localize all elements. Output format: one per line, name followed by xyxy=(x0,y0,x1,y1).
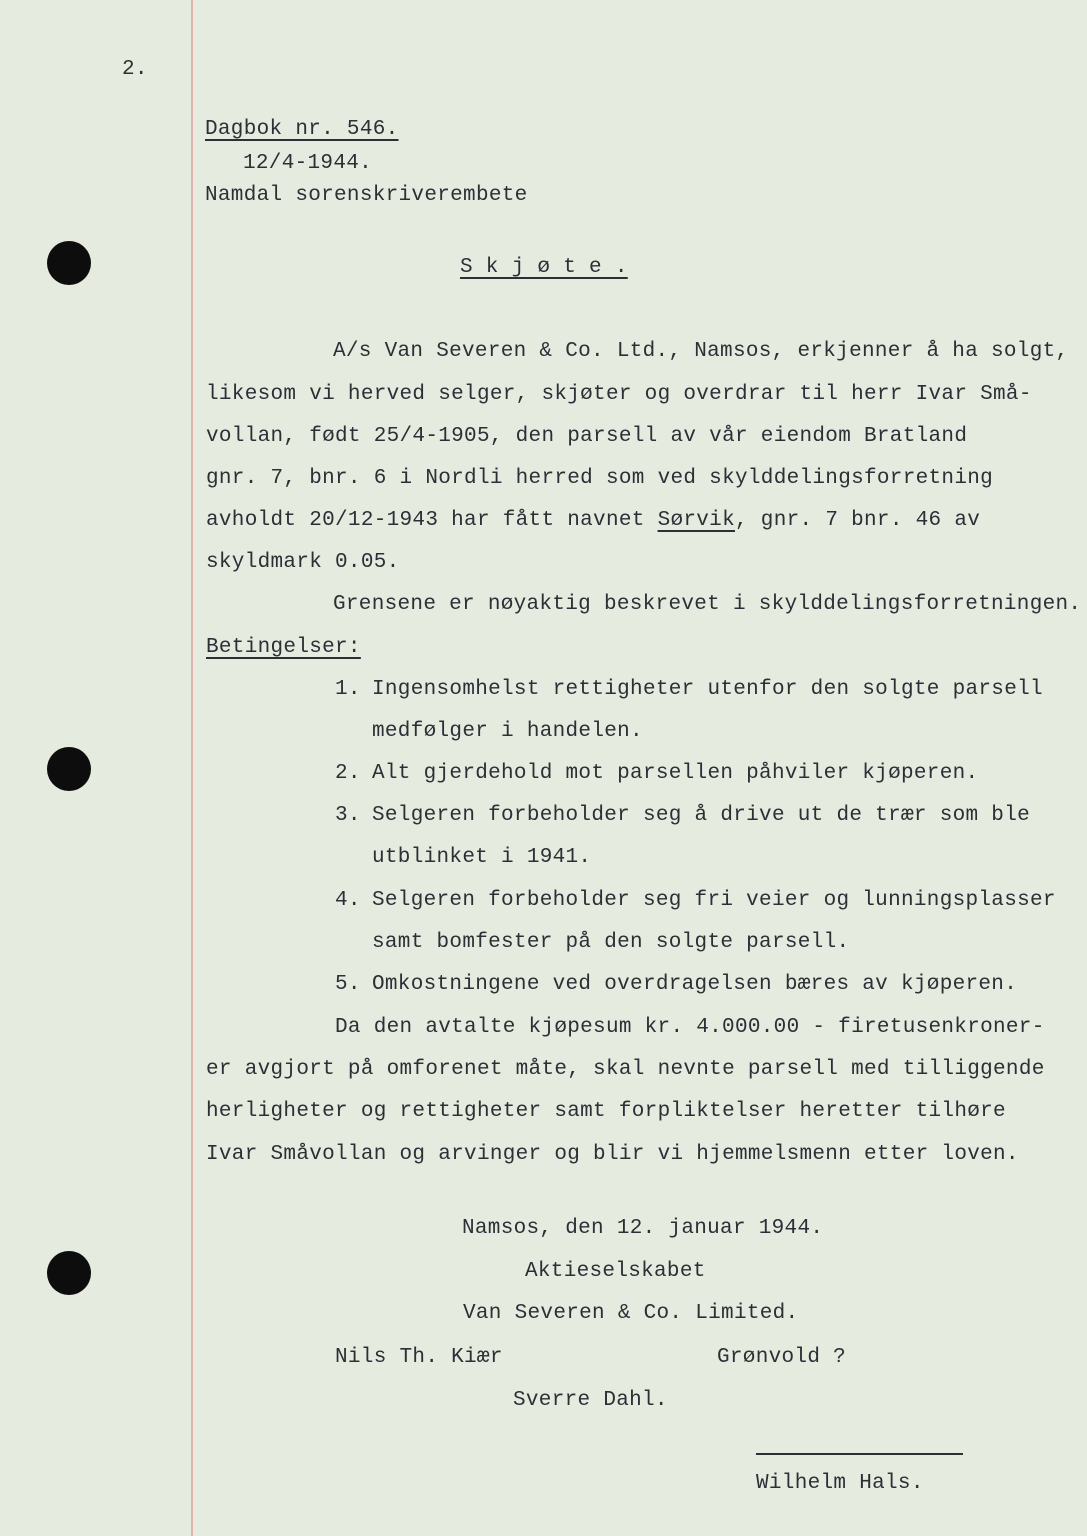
conditions-heading: Betingelser: xyxy=(206,636,361,659)
closing-line: er avgjort på omforenet måte, skal nevnte parsell med tilliggende xyxy=(206,1058,1045,1081)
journal-number: Dagbok nr. 546. xyxy=(205,118,399,141)
closing-line: Ivar Småvollan og arvinger og blir vi hjemmelsmenn etter loven. xyxy=(206,1143,1019,1166)
signer-name: Grønvold ? xyxy=(717,1346,847,1369)
body-line: A/s Van Severen & Co. Ltd., Namsos, erkjenner å ha solgt, xyxy=(333,340,1069,363)
document-title: S k j ø t e . xyxy=(460,256,628,279)
condition-line: medfølger i handelen. xyxy=(372,720,643,743)
page-number: 2. xyxy=(122,58,148,81)
body-text: , gnr. 7 bnr. 46 av xyxy=(735,509,981,532)
condition-line: Alt gjerdehold mot parsellen påhviler kjøperen. xyxy=(372,762,979,785)
condition-line: Omkostningene ved overdragelsen bæres av kjøperen. xyxy=(372,973,1018,996)
condition-line: samt bomfester på den solgte parsell. xyxy=(372,931,850,954)
closing-line: Da den avtalte kjøpesum kr. 4.000.00 - firetusenkroner- xyxy=(335,1016,1045,1039)
condition-line: Ingensomhelst rettigheter utenfor den solgte parsell xyxy=(372,678,1043,701)
body-line: skyldmark 0.05. xyxy=(206,551,400,574)
signer-name: Nils Th. Kiær xyxy=(335,1346,503,1369)
punch-hole xyxy=(47,241,91,285)
company-line: Aktieselskabet xyxy=(525,1260,706,1283)
condition-number: 1. xyxy=(335,678,361,701)
condition-line: Selgeren forbeholder seg å drive ut de trær som ble xyxy=(372,804,1031,827)
journal-date: 12/4-1944. xyxy=(243,152,373,175)
place-date: Namsos, den 12. januar 1944. xyxy=(462,1217,824,1240)
property-name: Sørvik xyxy=(657,509,735,532)
margin-line xyxy=(191,0,193,1536)
body-line: Grensene er nøyaktig beskrevet i skylddelingsforretningen. xyxy=(333,593,1082,616)
signer-name: Wilhelm Hals. xyxy=(756,1472,924,1495)
body-line xyxy=(206,507,980,535)
punch-hole xyxy=(47,1251,91,1295)
body-line: likesom vi herved selger, skjøter og overdrar til herr Ivar Små- xyxy=(206,383,1032,406)
condition-line: Selgeren forbeholder seg fri veier og lunningsplasser xyxy=(372,889,1056,912)
body-line: vollan, født 25/4-1905, den parsell av vår eiendom Bratland xyxy=(206,425,968,448)
condition-number: 3. xyxy=(335,804,361,827)
condition-number: 4. xyxy=(335,889,361,912)
company-line: Van Severen & Co. Limited. xyxy=(463,1302,799,1325)
body-text: avholdt 20/12-1943 har fått navnet xyxy=(206,509,658,532)
condition-number: 5. xyxy=(335,973,361,996)
condition-line: utblinket i 1941. xyxy=(372,846,592,869)
office-name: Namdal sorenskriverembete xyxy=(205,184,528,207)
signer-name: Sverre Dahl. xyxy=(513,1389,668,1412)
punch-hole xyxy=(47,747,91,791)
condition-number: 2. xyxy=(335,762,361,785)
signature-line xyxy=(756,1453,963,1455)
body-line: gnr. 7, bnr. 6 i Nordli herred som ved skylddelingsforretning xyxy=(206,467,994,490)
closing-line: herligheter og rettigheter samt forpliktelser heretter tilhøre xyxy=(206,1100,1006,1123)
